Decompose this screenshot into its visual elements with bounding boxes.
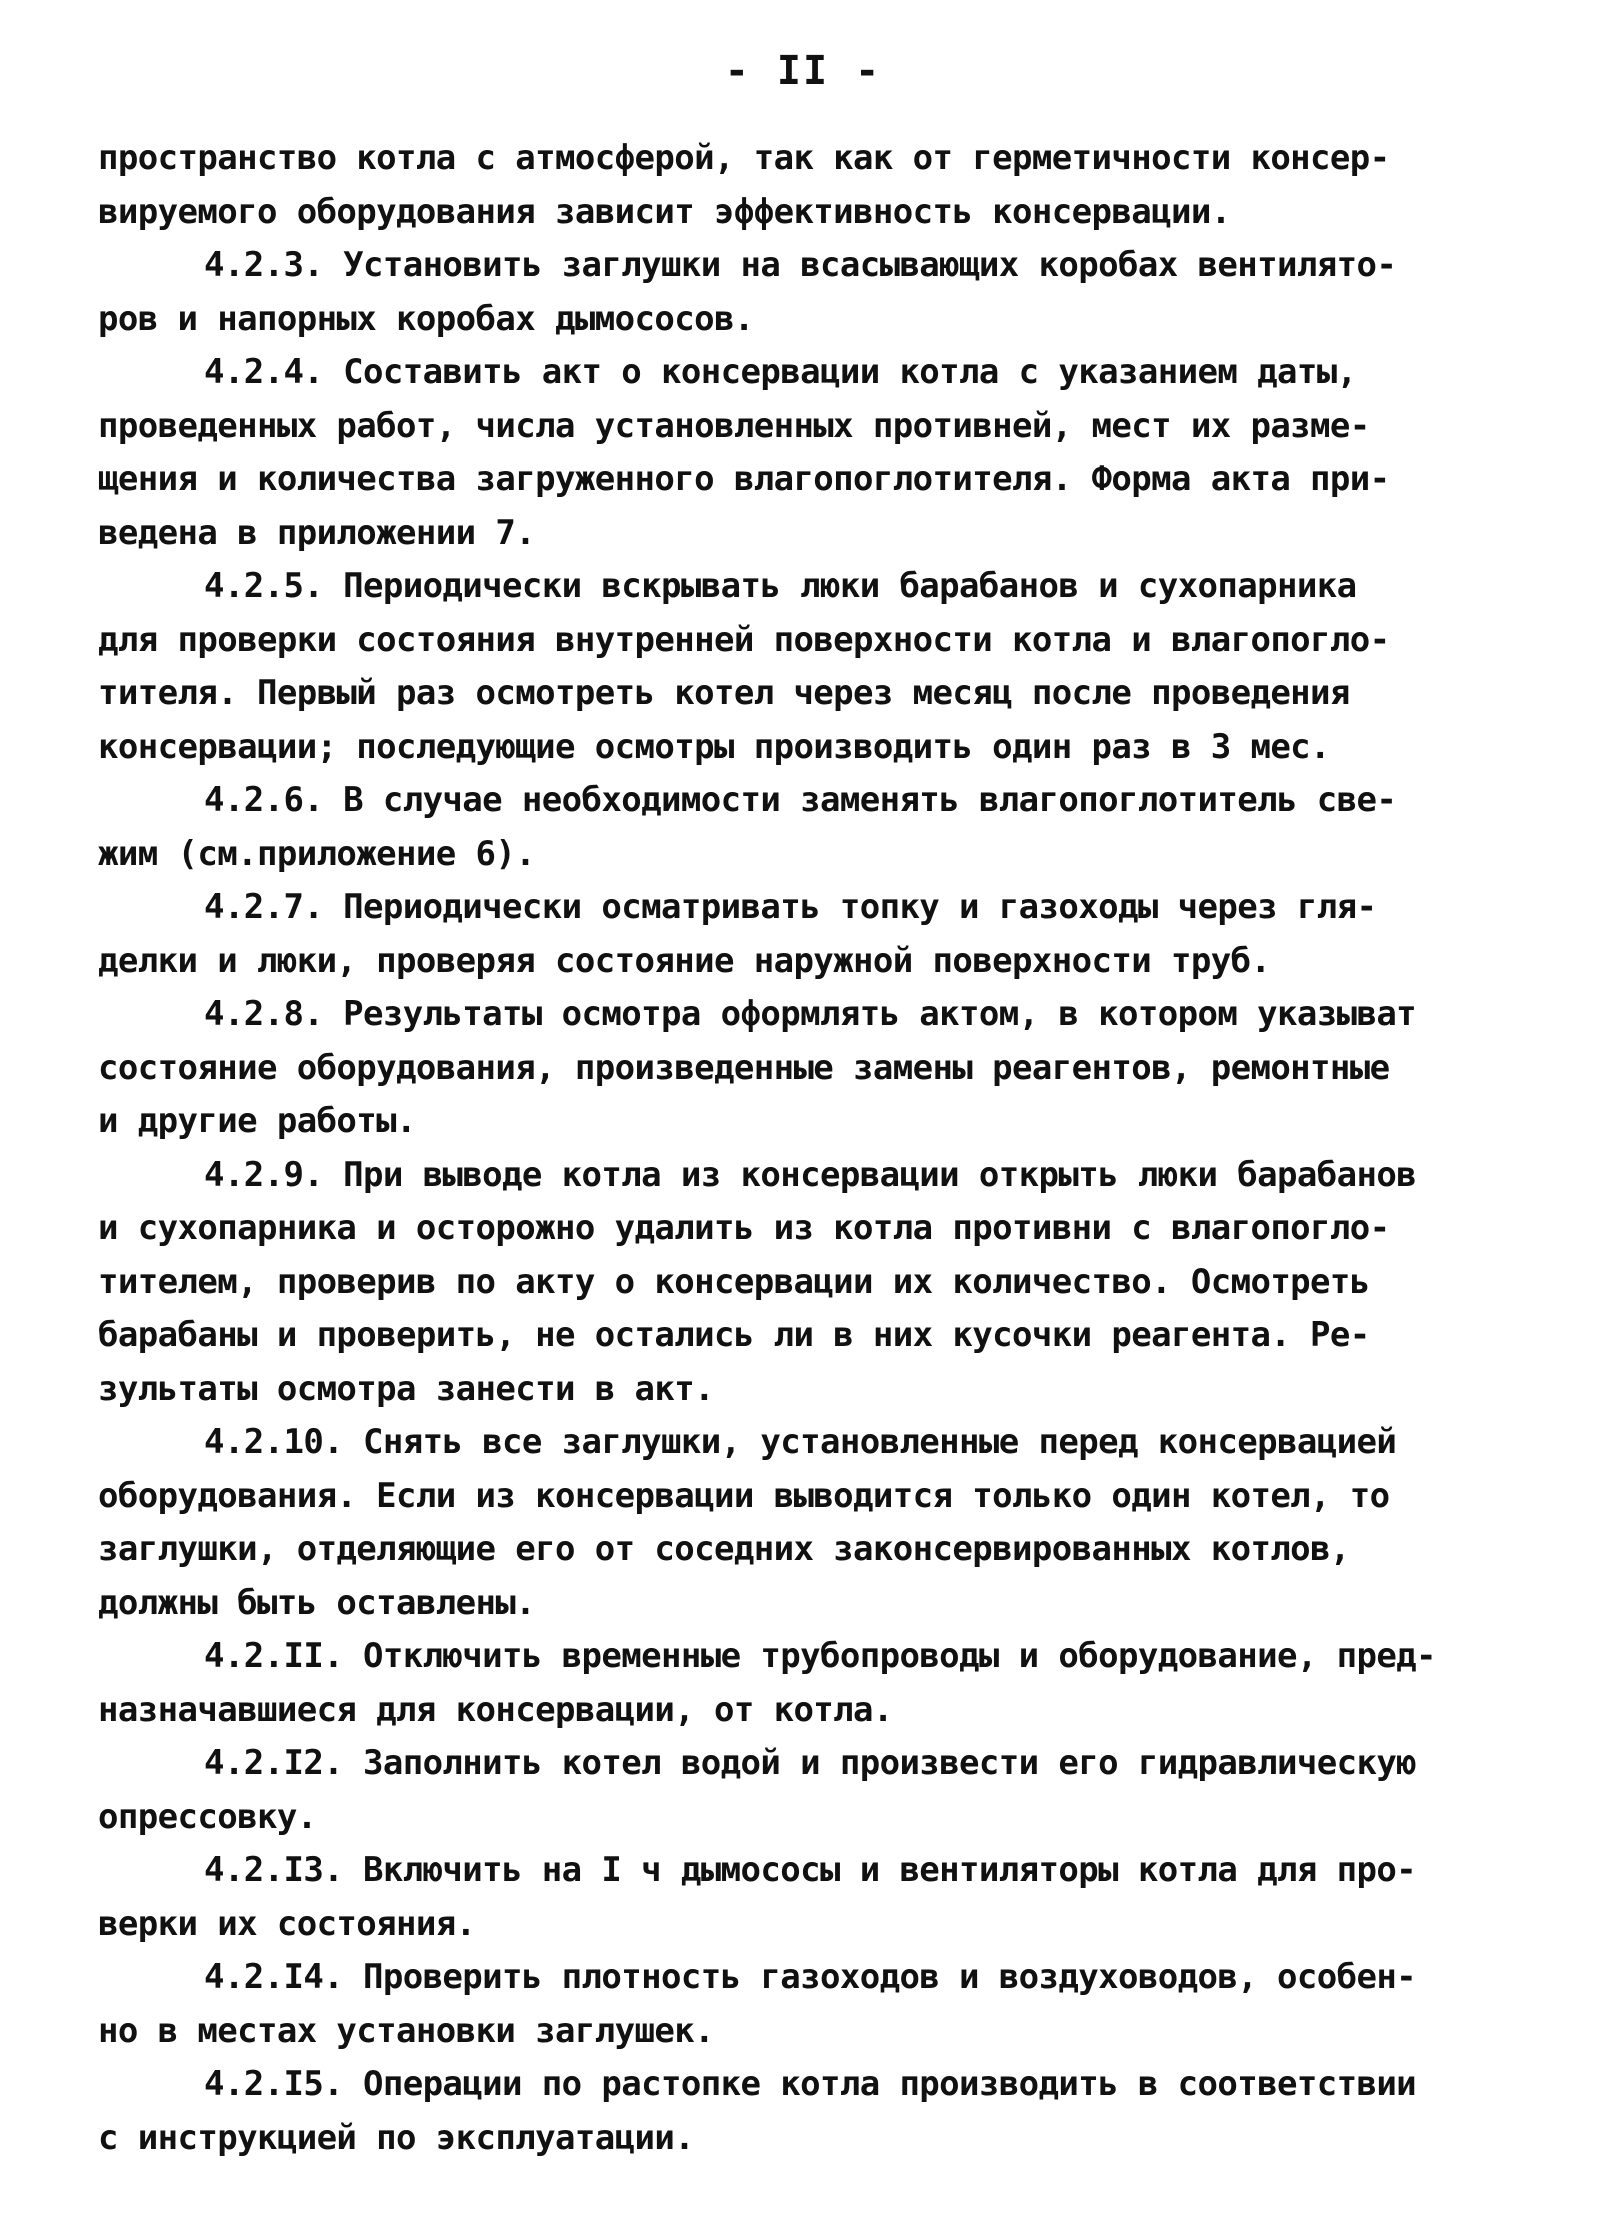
text-line: зультаты осмотра занести в акт. [98,1368,714,1409]
body-text [98,132,1498,2165]
text-line: назначавшиеся для консервации, от котла. [98,1689,893,1730]
text-line: консервации; последующие осмотры производить один раз в 3 мес. [98,726,1330,767]
text-line: опрессовку. [98,1796,317,1837]
text-line: вируемого оборудования зависит эффективность консервации. [98,191,1231,232]
text-line: тителя. Первый раз осмотреть котел через месяц после проведения [98,673,1350,713]
text-line: и сухопарника и осторожно удалить из котла противни с влагопогло- [98,1208,1390,1248]
text-line: ров и напорных коробах дымососов. [98,298,754,339]
text-line: для проверки состояния внутренней поверхности котла и влагопогло- [98,619,1390,660]
paragraph-first-line: 4.2.I5. Операции по растопке котла производить в соответствии [204,2064,1417,2104]
paragraph-first-line: 4.2.10. Снять все заглушки, установленные перед консервацией [204,1422,1397,1462]
text-line: заглушки, отделяющие его от соседних законсервированных котлов, [98,1529,1350,1569]
paragraph-first-line: 4.2.I4. Проверить плотность газоходов и воздуховодов, особен- [204,1957,1417,1997]
paragraph-first-line: 4.2.I2. Заполнить котел водой и произвести его гидравлическую [204,1743,1417,1783]
text-line: делки и люки, проверяя состояние наружной поверхности труб. [98,940,1271,981]
text-line: но в местах установки заглушек. [98,2010,714,2051]
paragraph-first-line: 4.2.I3. Включить на I ч дымососы и вентиляторы котла для про- [204,1850,1417,1890]
paragraph-first-line: 4.2.9. При выводе котла из консервации открыть люки барабанов [204,1154,1417,1195]
paragraph-first-line: 4.2.7. Периодически осматривать топку и газоходы через гля- [204,887,1377,927]
text-line: и другие работы. [98,1101,416,1141]
paragraph-first-line: 4.2.6. В случае необходимости заменять влагопоглотитель све- [204,780,1397,820]
paragraph-first-line: 4.2.3. Установить заглушки на всасывающих коробах вентилято- [204,245,1397,285]
text-line: барабаны и проверить, не остались ли в них кусочки реагента. Ре- [98,1315,1370,1355]
text-line: ведена в приложении 7. [98,512,536,553]
page-number: - II - [724,48,882,94]
text-line: щения и количества загруженного влагопоглотителя. Форма акта при- [98,459,1390,499]
text-line: тителем, проверив по акту о консервации их количество. Осмотреть [98,1261,1370,1302]
paragraph-first-line: 4.2.II. Отключить временные трубопроводы и оборудование, пред- [204,1636,1436,1676]
paragraph-first-line: 4.2.4. Составить акт о консервации котла с указанием даты, [204,352,1357,392]
text-line: пространство котла с атмосферой, так как от герметичности консер- [98,138,1390,178]
text-line: верки их состояния. [98,1903,476,1944]
text-line: состояние оборудования, произведенные замены реагентов, ремонтные [98,1047,1390,1088]
text-line: жим (см.приложение 6). [98,833,536,874]
text-line: с инструкцией по эксплуатации. [98,2117,695,2158]
paragraph-first-line: 4.2.8. Результаты осмотра оформлять актом, в котором указыват [204,994,1417,1034]
paragraph-first-line: 4.2.5. Периодически вскрывать люки барабанов и сухопарника [204,566,1357,606]
text-line: проведенных работ, числа установленных противней, мест их разме- [98,405,1370,446]
text-line: оборудования. Если из консервации выводится только один котел, то [98,1475,1390,1516]
text-line: должны быть оставлены. [98,1582,536,1623]
